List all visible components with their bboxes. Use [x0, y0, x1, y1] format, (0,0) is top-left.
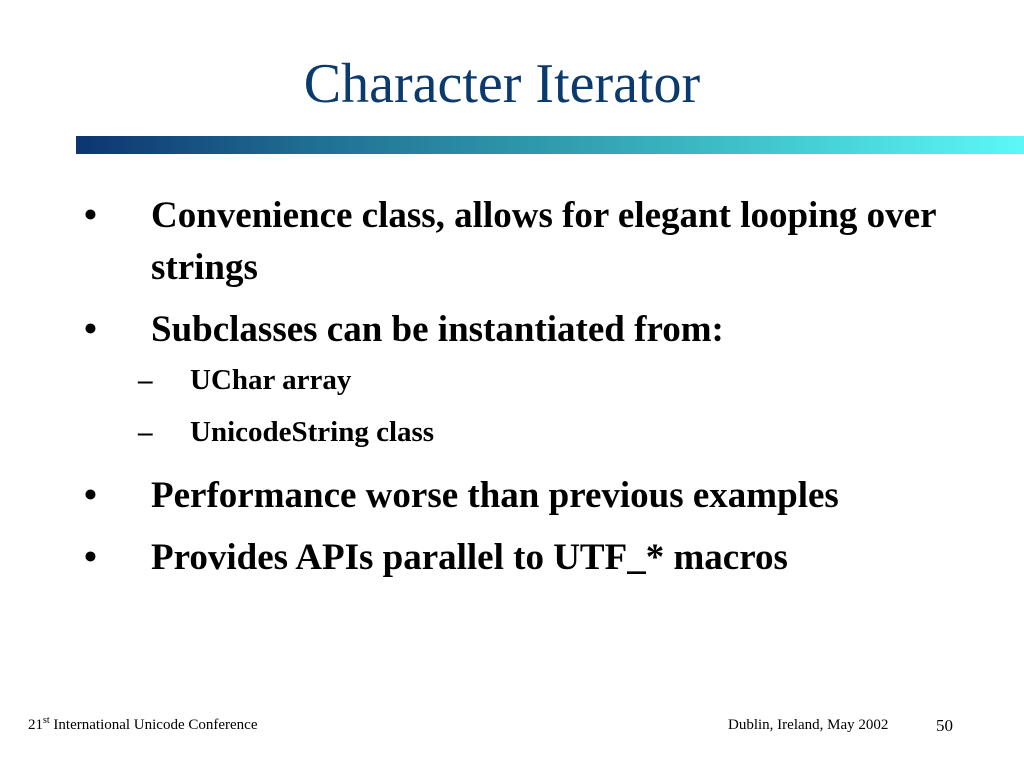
bullet-marker: • [84, 195, 97, 236]
bullet-marker: • [84, 309, 97, 350]
bullet-marker: • [84, 537, 97, 578]
bullet-item [0, 532, 1024, 584]
bullet-text: Subclasses can be instantiated from: [151, 309, 724, 350]
sub-bullet-marker: – [138, 416, 153, 448]
bullet-text: Performance worse than previous examples [151, 475, 839, 516]
title-gradient-bar [76, 136, 1024, 154]
sub-bullet-item [0, 406, 1024, 458]
footer-page-number: 50 [936, 716, 953, 735]
sub-bullet-item [0, 354, 1024, 406]
bullet-text: Convenience class, allows for elegant looping over strings [151, 195, 936, 288]
footer-location-date: Dublin, Ireland, May 2002 [728, 717, 889, 733]
sub-bullet-text: UnicodeString class [190, 416, 435, 448]
bullet-item [0, 470, 1024, 522]
slide-title: Character Iterator [303, 53, 701, 115]
footer-conference-suffix: st [43, 715, 50, 726]
footer-conference [28, 716, 258, 734]
sub-bullet-text: UChar array [190, 364, 352, 396]
sub-bullet-marker: – [138, 364, 153, 396]
bullet-marker: • [84, 475, 97, 516]
footer-conference-name: International Unicode Conference [49, 717, 258, 733]
footer-conference-number: 21 [28, 717, 43, 733]
bullet-item [0, 190, 1024, 294]
sub-bullet-list [0, 354, 1024, 458]
sub-bullet-group [0, 354, 1024, 458]
bullet-text: Provides APIs parallel to UTF_* macros [151, 537, 788, 578]
bullet-item [0, 304, 1024, 356]
bullet-list [0, 190, 1024, 594]
